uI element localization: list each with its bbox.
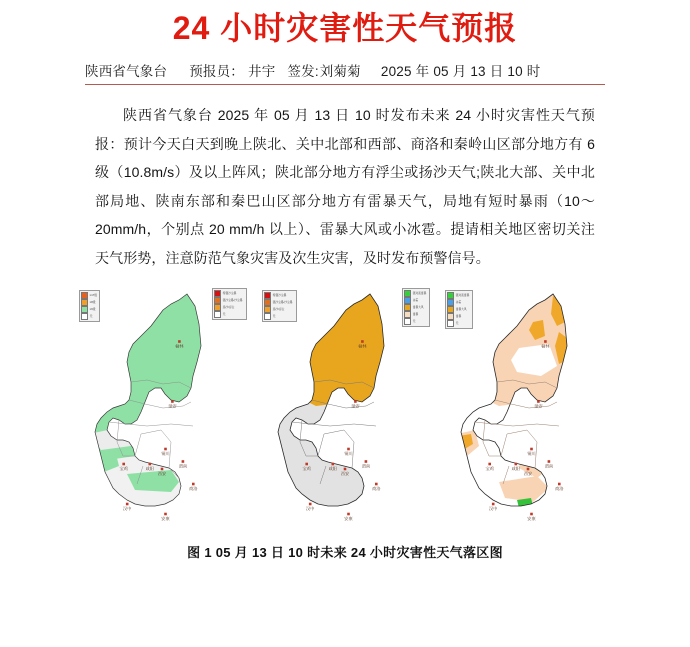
city-marker — [182, 460, 185, 463]
legend-label: ≥6级 — [89, 307, 96, 311]
map-fill-layer — [75, 284, 249, 534]
city-marker — [178, 340, 181, 343]
city-marker — [548, 460, 551, 463]
legend-row — [81, 292, 98, 299]
legend-row — [404, 290, 428, 297]
legend-swatch — [447, 292, 454, 299]
city-label: 商洛 — [372, 486, 381, 491]
city-marker — [305, 463, 308, 466]
legend-row — [81, 299, 98, 306]
legend-swatch — [404, 304, 411, 311]
legend-label: 特强沙尘暴 — [222, 291, 237, 295]
legend-row — [214, 304, 245, 311]
page-title: 24 小时灾害性天气预报 — [172, 10, 518, 46]
legend-swatch — [447, 306, 454, 313]
city-marker — [126, 503, 129, 506]
legend-swatch — [264, 292, 271, 299]
legend-label: 雷暴大风 — [455, 307, 467, 311]
legend-swatch — [264, 299, 271, 306]
legend-row — [264, 306, 295, 313]
city-label: 榆林 — [541, 343, 550, 349]
city-label: 西安 — [157, 471, 167, 476]
city-label: 延安 — [168, 403, 177, 409]
maps-row — [75, 284, 615, 534]
legend-swatch — [404, 318, 411, 325]
legend-row — [214, 290, 245, 297]
legend-label: 强沙尘暴/沙尘暴 — [272, 300, 293, 304]
city-marker — [149, 463, 152, 466]
city-marker — [365, 460, 368, 463]
figure-caption: 图 1 05 月 13 日 10 时未来 24 小时灾害性天气落区图 — [187, 545, 503, 560]
legend-dust-secondary — [212, 288, 247, 320]
city-label: 安康 — [344, 516, 353, 521]
city-marker — [537, 400, 540, 403]
legend-wind — [79, 290, 100, 322]
city-label: 渭南 — [178, 463, 188, 469]
map-panel-convection — [441, 284, 615, 534]
city-label: 西安 — [523, 471, 533, 476]
legend-label: 强沙尘暴/沙尘暴 — [222, 298, 243, 302]
forecaster-name: 井宇 — [248, 64, 276, 79]
city-label: 汉中 — [489, 506, 498, 511]
legend-label: 无 — [272, 314, 276, 318]
map-panel-wind — [75, 284, 249, 534]
city-label: 铜川 — [344, 451, 353, 456]
legend-swatch — [81, 306, 88, 313]
city-label: 延安 — [534, 403, 543, 409]
city-marker — [361, 340, 364, 343]
issue-datetime: 2025 年 05 月 13 日 10 时 — [380, 64, 541, 79]
meta-row — [85, 60, 605, 80]
city-label: 商洛 — [555, 486, 564, 491]
legend-row — [214, 297, 245, 304]
legend-label: 无 — [222, 312, 226, 316]
legend-row — [264, 292, 295, 299]
shaanxi-map-wind — [75, 284, 249, 534]
legend-label: ≥8级 — [89, 300, 96, 304]
city-marker — [122, 463, 125, 466]
city-marker — [375, 483, 378, 486]
city-label: 汉中 — [306, 506, 315, 511]
legend-row — [404, 311, 428, 318]
legend-label: 无 — [412, 319, 416, 323]
legend-row — [404, 304, 428, 311]
legend-row — [447, 313, 471, 320]
legend-row — [81, 306, 98, 313]
legend-row — [214, 311, 245, 318]
city-label: 渭南 — [544, 463, 554, 469]
city-marker — [309, 503, 312, 506]
legend-convection — [445, 290, 473, 329]
city-label: 咸阳 — [511, 466, 520, 471]
legend-swatch — [404, 297, 411, 304]
city-marker — [192, 483, 195, 486]
city-marker — [488, 463, 491, 466]
city-marker — [544, 340, 547, 343]
legend-row — [447, 299, 471, 306]
forecaster-label: 预报员： — [189, 64, 245, 79]
issuer-label: 签发: — [287, 64, 319, 79]
city-label: 西安 — [340, 471, 350, 476]
legend-swatch — [81, 292, 88, 299]
legend-row — [81, 313, 98, 320]
city-label: 宝鸡 — [302, 466, 311, 471]
legend-row — [447, 292, 471, 299]
city-label: 商洛 — [189, 486, 198, 491]
city-label: 延安 — [351, 403, 360, 409]
city-marker — [492, 503, 495, 506]
city-marker — [347, 448, 350, 451]
city-marker — [515, 463, 518, 466]
legend-label: 雷暴 — [412, 312, 419, 316]
legend-label: 冰雹 — [455, 300, 462, 304]
city-marker — [558, 483, 561, 486]
legend-swatch — [264, 306, 271, 313]
legend-row — [404, 318, 428, 325]
legend-label: 雷暴 — [455, 314, 462, 318]
city-marker — [354, 400, 357, 403]
city-marker — [527, 468, 530, 471]
city-label: 榆林 — [358, 343, 367, 349]
city-marker — [530, 513, 533, 516]
legend-convection-secondary — [402, 288, 430, 327]
legend-label: ≥17级 — [89, 293, 97, 297]
legend-label: 特强沙尘暴 — [272, 293, 287, 297]
legend-swatch — [81, 313, 88, 320]
city-marker — [530, 448, 533, 451]
city-label: 安康 — [161, 516, 170, 521]
legend-swatch — [404, 311, 411, 318]
city-label: 榆林 — [175, 343, 184, 349]
legend-label: 强对流雷暴 — [455, 293, 470, 297]
city-marker — [164, 513, 167, 516]
legend-swatch — [81, 299, 88, 306]
city-marker — [161, 468, 164, 471]
city-marker — [347, 513, 350, 516]
city-label: 咸阳 — [145, 466, 154, 471]
forecast-body-text: 陕西省气象台 2025 年 05 月 13 日 10 时发布未来 24 小时灾害性天气预报：预计今天白天到晚上陕北、关中北部和西部、商洛和秦岭山区部分地方有 6 级（10.8m/s）及以上阵风；陕北部分地方有浮尘或扬沙天气;陕北大部、关中北部局地、陕南东部和秦巴山区部分地方有雷暴天气，局地有短时暴雨（10～20mm/h，个别点 20 mm/h 以上）、雷暴大风或小冰雹。提请相关地区密切关注天气形势，注意防范气象灾害及次生灾害，及时发布预警信号。 — [95, 107, 595, 266]
city-marker — [344, 468, 347, 471]
legend-label: 无 — [89, 314, 93, 318]
city-label: 宝鸡 — [485, 466, 494, 471]
city-label: 铜川 — [161, 451, 170, 456]
map-panel-dust — [258, 284, 432, 534]
legend-row — [264, 313, 295, 320]
city-label: 汉中 — [123, 506, 132, 511]
legend-row — [447, 320, 471, 327]
legend-row — [264, 299, 295, 306]
issuing-office: 陕西省气象台 — [85, 64, 168, 79]
city-label: 宝鸡 — [119, 466, 128, 471]
city-label: 铜川 — [527, 451, 536, 456]
legend-swatch — [264, 313, 271, 320]
legend-swatch — [404, 290, 411, 297]
city-marker — [171, 400, 174, 403]
legend-label: 强对流雷暴 — [412, 291, 427, 295]
city-label: 安康 — [527, 516, 536, 521]
city-marker — [164, 448, 167, 451]
city-marker — [332, 463, 335, 466]
legend-swatch — [447, 320, 454, 327]
legend-row — [447, 306, 471, 313]
legend-swatch — [447, 299, 454, 306]
legend-dust — [262, 290, 297, 322]
city-label: 渭南 — [361, 463, 371, 469]
legend-label: 雷暴大风 — [412, 305, 424, 309]
legend-swatch — [447, 313, 454, 320]
header-meta-bar — [85, 60, 605, 85]
city-label: 咸阳 — [328, 466, 337, 471]
legend-label: 无 — [455, 321, 459, 325]
legend-label: 扬沙/浮尘 — [272, 307, 285, 311]
legend-row — [404, 297, 428, 304]
issuer-name: 刘菊菊 — [319, 64, 361, 79]
legend-label: 扬沙/浮尘 — [222, 305, 235, 309]
legend-label: 冰雹 — [412, 298, 419, 302]
